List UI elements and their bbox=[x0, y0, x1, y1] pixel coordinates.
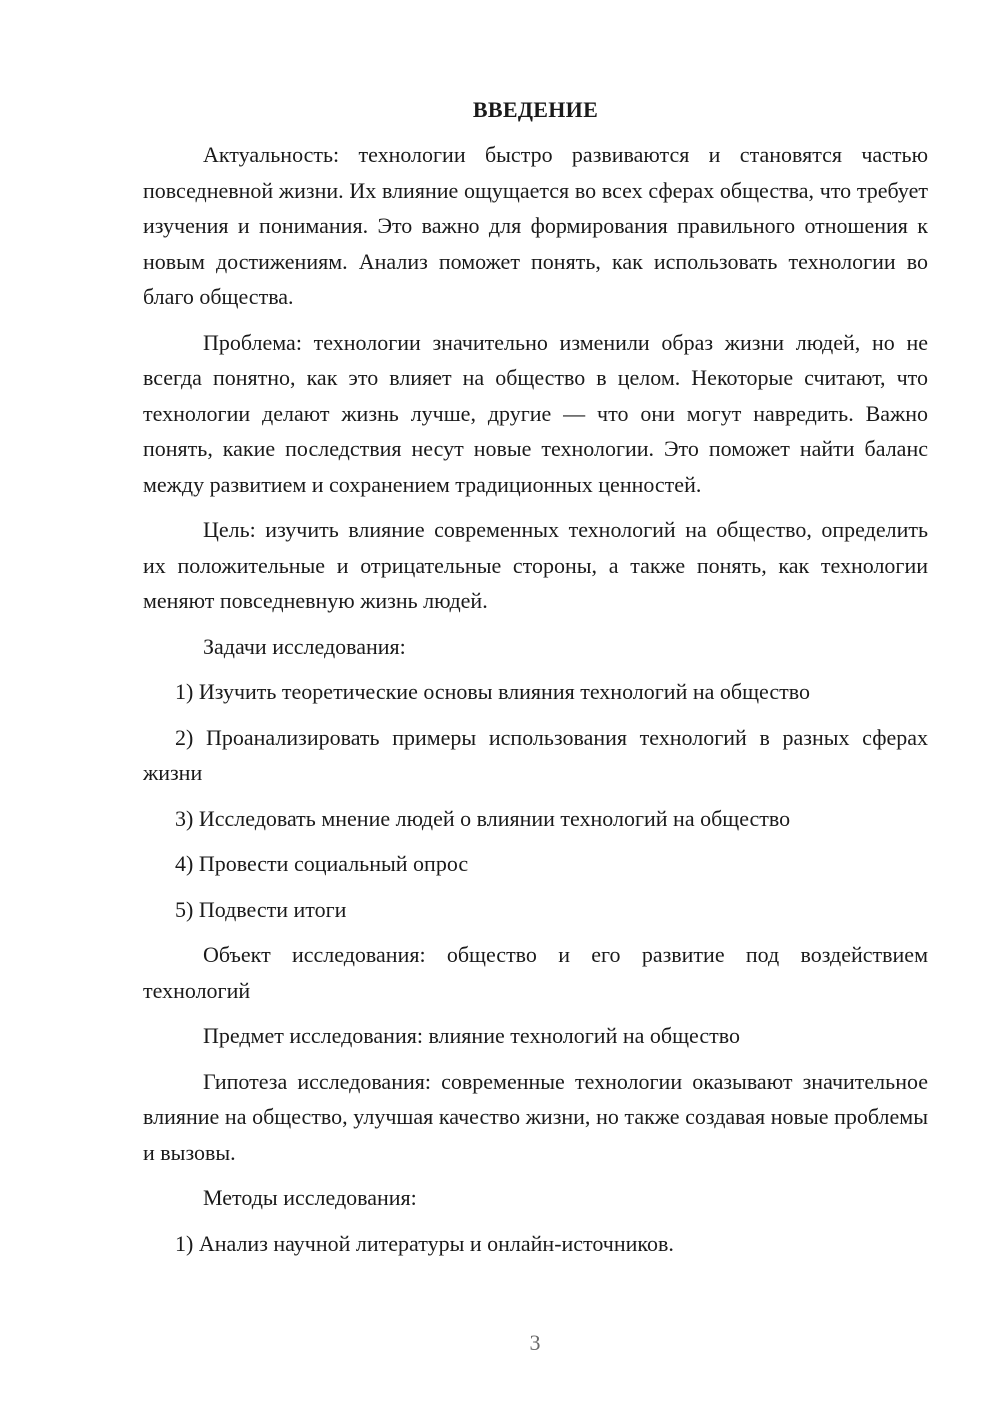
task-item: 4) Провести социальный опрос bbox=[175, 851, 469, 876]
task-item: 3) Исследовать мнение людей о влиянии технологий на общество bbox=[175, 805, 791, 831]
method-item: 1) Анализ научной литературы и онлайн-источников. bbox=[175, 1230, 674, 1256]
hypothesis-paragraph: Гипотеза исследования: современные технологии оказывают значительное влияние на общество, улучшая качество жизни, но также создавая новые проблемы и вызовы. bbox=[143, 1068, 928, 1165]
methods-heading: Методы исследования: bbox=[203, 1185, 417, 1210]
task-item: 5) Подвести итоги bbox=[175, 896, 347, 922]
task-item: 1) Изучить теоретические основы влияния технологий на общество bbox=[175, 679, 810, 704]
problem-paragraph: Проблема: технологии значительно изменили образ жизни людей, но не всегда понятно, как это влияет на общество в целом. Некоторые считают, что технологии делают жизнь лучше, другие — что они могут навредить. Важно понять, какие последствия несут новые технологии. Это поможет найти баланс между развитием и сохранением традиционных ценностей. bbox=[143, 329, 928, 497]
research-object-paragraph: Объект исследования: общество и его развитие под воздействием технологий bbox=[143, 942, 928, 1003]
page-number: 3 bbox=[529, 1330, 541, 1355]
goal-paragraph: Цель: изучить влияние современных технологий на общество, определить их положительные и отрицательные стороны, а также понять, как технологии меняют повседневную жизнь людей. bbox=[143, 517, 928, 613]
research-subject-paragraph: Предмет исследования: влияние технологий на общество bbox=[203, 1023, 740, 1048]
tasks-heading: Задачи исследования: bbox=[203, 633, 406, 659]
task-item: 2) Проанализировать примеры использования технологий в разных сферах жизни bbox=[143, 724, 928, 785]
relevance-paragraph: Актуальность: технологии быстро развиваются и становятся частью повседневной жизни. Их влияние ощущается во всех сферах общества, что требует изучения и понимания. Это важно для формирования правильного отношения к новым достижениям. Анализ поможет понять, как использовать технологии во благо общества. bbox=[143, 142, 928, 309]
document-page bbox=[143, 92, 928, 1271]
section-title: ВВЕДЕНИЕ bbox=[472, 97, 599, 122]
